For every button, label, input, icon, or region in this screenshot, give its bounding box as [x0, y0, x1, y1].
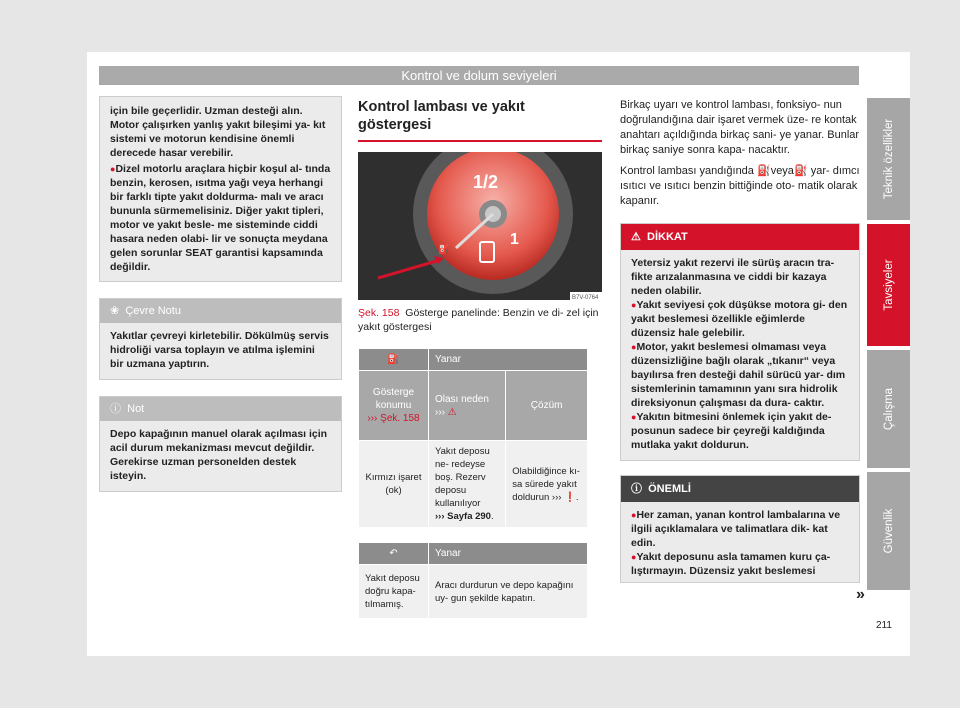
svg-text:1: 1: [510, 231, 519, 248]
info-icon: ⓘ: [110, 403, 121, 415]
warning-bullet: ● Dizel motorlu araçlara hiçbir koşul al- tında benzin, kerosen, ısıtma yağı veya herhangi bir farklı tipte yakıt doldurma- malı ve aracı bununla sürmemelisiniz. Diğer yakıt tipleri, motor ve yakıt besle- me sisteminde ciddi hasara neden olabi- lir ve sonuçta meydana gelen sorunlar SEAT garantisi kapsamında değildir.: [100, 162, 341, 274]
fuel-cap-icon: ↶: [359, 543, 429, 565]
fuel-gauge-illustration: [358, 152, 602, 300]
info-circle-icon: ❗: [564, 491, 576, 503]
tab-teknik[interactable]: Teknik özellikler: [867, 98, 910, 220]
svg-text:⛽: ⛽: [438, 244, 450, 254]
warning-triangle-icon: ⚠: [631, 231, 641, 243]
title-rule: [358, 140, 602, 142]
page-number: 211: [876, 620, 892, 631]
flower-icon: ❀: [110, 305, 120, 317]
svg-text:1/2: 1/2: [473, 172, 499, 192]
fuel-warning-table: ⛽ Yanar Gösterge konumu ››› Şek. 158 Olası neden ››› ⚠ Çözüm Kırmızı işaret (ok) Yakıt deposu ne- redeyse boş. Rezerv deposu kullanılıyor ››› Sayfa 290. Olabildiğince kı- sa sürede yakıt doldurun ››› ❗.: [358, 348, 588, 528]
fuel-gauge-figure: [358, 152, 602, 300]
fuel-cap-table: ↶ Yanar Yakıt deposu doğru kapa- tılmamış. Aracı durdurun ve depo kapağını uy- gun şekilde kapatın.: [358, 542, 588, 619]
note-box: ⓘ Not Depo kapağının manuel olarak açılması için acil durum mekanizması mevcut değildir. Gerekirse uzman personelden destek isteyin.: [99, 396, 342, 492]
important-box: ⓘ ÖNEMLİ ● Her zaman, yanan kontrol lambalarına ve ilgili açıklamalara ve talimatlara dik- kat edin. ● Yakıt deposunu asla tamamen kuru ça- lıştırmayın. Düzensiz yakıt beslemesi: [620, 475, 860, 583]
fuel-pump-icon: ⛽: [359, 349, 429, 371]
note-header: ⓘ Not: [100, 397, 341, 421]
caution-header: ⚠ DİKKAT: [621, 224, 859, 250]
env-note-header: ❀ Çevre Notu: [100, 299, 341, 323]
svg-text:B7V-0764: B7V-0764: [572, 295, 599, 300]
page-ref-link[interactable]: ››› Sayfa 290: [435, 511, 491, 522]
continue-arrow: »: [856, 586, 865, 603]
env-note-box: ❀ Çevre Notu Yakıtlar çevreyi kirletebilir. Dökülmüş servis hidroliği varsa toplayın ve atılma işlemini bir uzmana yaptırın.: [99, 298, 342, 380]
fuel-icon: ⛽: [756, 165, 771, 177]
fuel-icon-alt: ⛽: [793, 165, 808, 177]
warning-triangle-icon: ⚠: [447, 406, 457, 418]
section-title: Kontrol lambası ve yakıt göstergesi: [358, 99, 525, 133]
page-header: Kontrol ve dolum seviyeleri: [99, 66, 859, 85]
right-column: Birkaç uyarı ve kontrol lambası, fonksiyo- nun doğrulandığına dair işaret vermek üze- re kontak anahtarı açıldığında birkaç sani- ye yanar. Bunlar birkaç saniye sonra kapa- nacaktır. Kontrol lambası yandığında ⛽veya⛽ yar- dımcı ısıtıcı ve ısıtıcı benzin bittiğinde oto- matik olarak kapanır. ⚠ DİKKAT Yetersiz yakıt rezervi ile sürüş aracın tra- fikte arızalanmasına ve ciddi bir kazaya neden olabilir. ● Yakıt seviyesi çok düşükse motora gi- den yakıt beslemesi özellikle eğimlerde düzensiz hale gelebilir. ● Motor, yakıt beslemesi olmaması veya düzensizliğine bağlı olarak „tıkanır“ veya bayılırsa fren desteği dahil sürücü yar- dım sistemlerinin tamamının yanı sıra hidrolik direksiyonun çalışması da dura- caktır. ● Yakıtın bitmesini önlemek için yakıt de- posunun sadece bir çeyreği kaldığında mutlaka yakıt doldurun. ⓘ ÖNEMLİ ● Her zaman, yanan kontrol lambalarına ve ilgili açıklamalara ve talimatlara dik- kat edin. ● Yakıt deposunu asla tamamen kuru ça- lıştırmayın. Düzensiz yakıt beslemesi: [620, 98, 860, 583]
tab-guvenlik[interactable]: Güvenlik: [867, 472, 910, 590]
figure-caption: Şek. 158 Gösterge panelinde: Benzin ve di- zel için yakıt göstergesi: [358, 307, 599, 333]
warning-box-continued: için bile geçerlidir. Uzman desteği alın. Motor çalışırken yanlış yakıt bileşimi ya- kıt sistemi ve motorun kendisine önemli derecede hasar verebilir. ● Dizel motorlu araçlara hiçbir koşul al- tında benzin, kerosen, ısıtma yağı veya herhangi bir farklı tipte yakıt doldurma- malı ve aracı bununla sürmemelisiniz. Diğer yakıt tipleri, motor ve yakıt besle- me sisteminde ciddi hasara neden olabi- lir ve sonuçta meydana gelen sorunlar SEAT garantisi kapsamında değildir.: [99, 96, 342, 282]
middle-column: [358, 98, 602, 619]
left-column: [99, 96, 342, 492]
caution-box: ⚠ DİKKAT Yetersiz yakıt rezervi ile sürüş aracın tra- fikte arızalanmasına ve ciddi bir kazaya neden olabilir. ● Yakıt seviyesi çok düşükse motora gi- den yakıt beslemesi özellikle eğimlerde düzensiz hale gelebilir. ● Motor, yakıt beslemesi olmaması veya düzensizliğine bağlı olarak „tıkanır“ veya bayılırsa fren desteği dahil sürücü yar- dım sistemlerinin tamamının yanı sıra hidrolik direksiyonun çalışması da dura- caktır. ● Yakıtın bitmesini önlemek için yakıt de- posunun sadece bir çeyreği kaldığında mutlaka yakıt doldurun.: [620, 223, 860, 461]
tab-calisma[interactable]: Çalışma: [867, 350, 910, 468]
important-header: ⓘ ÖNEMLİ: [621, 476, 859, 502]
figure-ref-link[interactable]: Şek. 158: [358, 307, 400, 319]
tab-tavsiyeler[interactable]: Tavsiyeler: [867, 224, 910, 346]
exclamation-circle-icon: ⓘ: [631, 483, 642, 495]
